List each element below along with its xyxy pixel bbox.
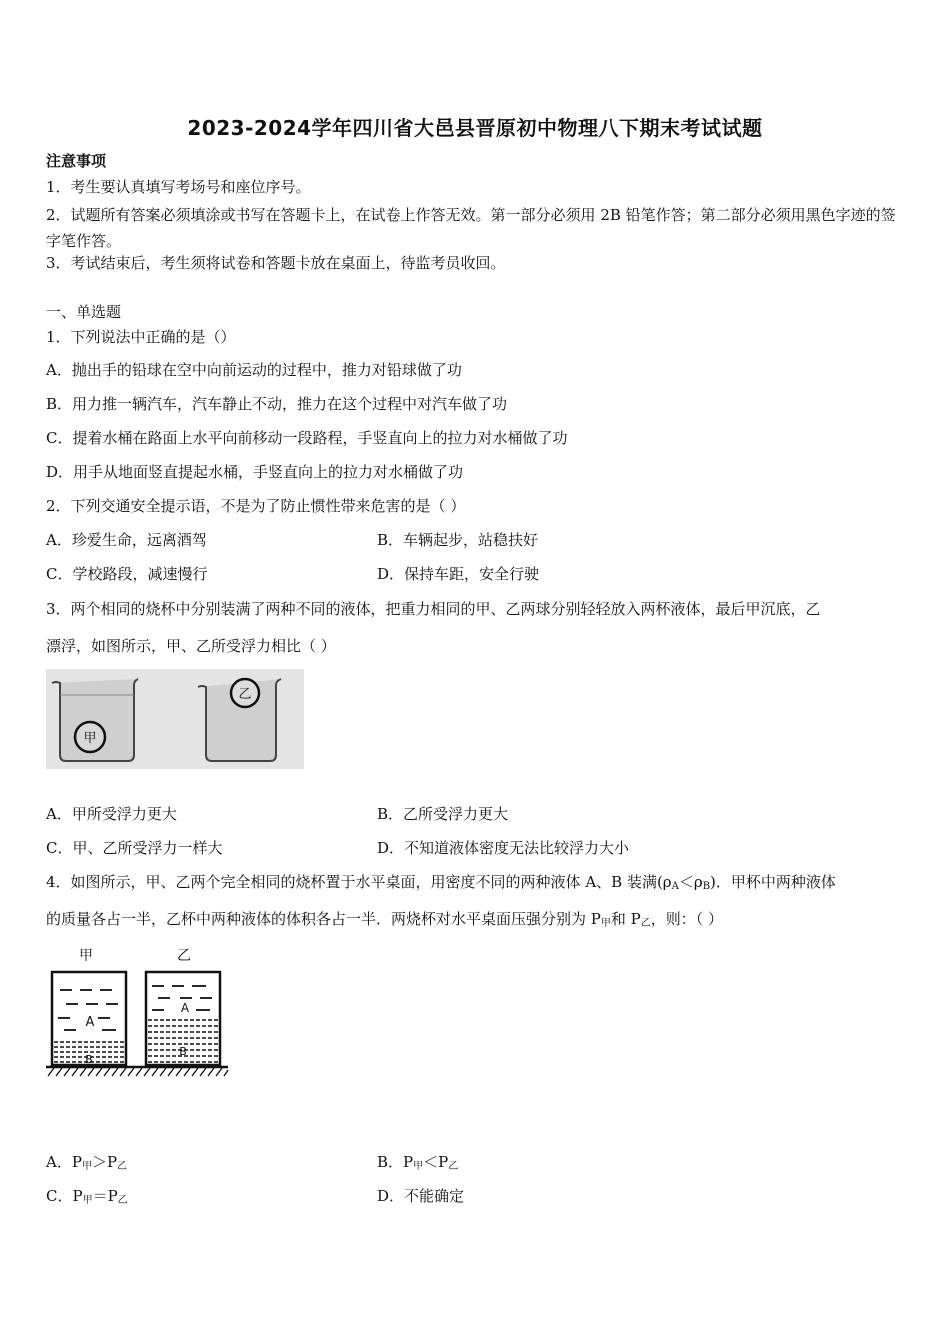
q1-stem: 1．下列说法中正确的是（） [46, 328, 236, 346]
q2-option-b: B．车辆起步，站稳扶好 [377, 531, 539, 549]
yi-liquid-b-label: B [179, 1045, 187, 1058]
yi-liquid-a-label: A [180, 1001, 190, 1015]
label-yi: 乙 [177, 948, 191, 964]
q2-option-d: D．保持车距，安全行驶 [377, 565, 540, 583]
q3-stem-line-1: 3．两个相同的烧杯中分别装满了两种不同的液体，把重力相同的甲、乙两球分别轻轻放入两杯液体，最后甲沉底，乙 [46, 600, 821, 618]
q2-stem: 2．下列交通安全提示语，不是为了防止惯性带来危害的是（ ） [46, 497, 466, 515]
page-title: 2023-2024学年四川省大邑县晋原初中物理八下期末考试试题 [187, 116, 763, 140]
q4-stem-line-1: 4．如图所示，甲、乙两个完全相同的烧杯置于水平桌面，用密度不同的两种液体 A、B 装满$(\rho_A<\rho_B)$．甲杯中两种液体 [46, 873, 836, 892]
q1-option-b: B．用力推一辆汽车，汽车静止不动，推力在这个过程中对汽车做了功 [46, 395, 508, 413]
label-jia: 甲 [79, 948, 93, 964]
q3-option-a: A．甲所受浮力更大 [46, 805, 177, 823]
q3-stem-line-2: 漂浮，如图所示，甲、乙所受浮力相比（ ） [46, 637, 336, 655]
q3-option-d: D．不知道液体密度无法比较浮力大小 [377, 839, 630, 857]
notice-item-2: 2．试题所有答案必须填涂或书写在答题卡上，在试卷上作答无效。第一部分必须用 2B 铅笔作答；第二部分必须用黑色字迹的签字笔作答。 [46, 206, 896, 250]
notice-item-3: 3．考试结束后，考生须将试卷和答题卡放在桌面上，待监考员收回。 [46, 254, 506, 272]
table-hatching [48, 1068, 228, 1076]
q1-option-d: D．用手从地面竖直提起水桶，手竖直向上的拉力对水桶做了功 [46, 463, 464, 481]
q4-option-d: D．不能确定 [377, 1187, 465, 1205]
q4-option-c: C．$P_甲=P_乙$ [46, 1187, 128, 1206]
jia-liquid-b-label: B [85, 1053, 93, 1066]
q2-option-c: C．学校路段，减速慢行 [46, 565, 208, 583]
q4-option-a: A．$P_甲>P_乙$ [46, 1153, 128, 1172]
q2-option-a: A．珍爱生命，远离酒驾 [46, 531, 207, 549]
q4-stem-line-2: 的质量各占一半，乙杯中两种液体的体积各占一半．两烧杯对水平桌面压强分别为 $P_甲$和 $P_乙$，则：（ ） [46, 910, 724, 929]
q1-option-c: C．提着水桶在路面上水平向前移动一段路程，手竖直向上的拉力对水桶做了功 [46, 429, 568, 447]
ball-yi-label: 乙 [238, 687, 252, 702]
notice-heading: 注意事项 [46, 152, 107, 170]
q3-option-c: C．甲、乙所受浮力一样大 [46, 839, 223, 857]
notice-item-1: 1．考生要认真填写考场号和座位序号。 [46, 178, 311, 196]
q3-option-b: B．乙所受浮力更大 [377, 805, 509, 823]
q3-beakers-diagram [46, 669, 304, 769]
q4-option-b: B．$P_甲<P_乙$ [377, 1153, 459, 1172]
q4-beakers-diagram [46, 942, 231, 1082]
q1-option-a: A．抛出手的铅球在空中向前运动的过程中，推力对铅球做了功 [46, 361, 462, 379]
ball-jia-label: 甲 [83, 731, 97, 746]
jia-liquid-a-label: A [85, 1015, 95, 1030]
section-heading: 一、单选题 [46, 303, 122, 321]
q4-figure [46, 942, 231, 1082]
q3-figure [46, 669, 304, 769]
